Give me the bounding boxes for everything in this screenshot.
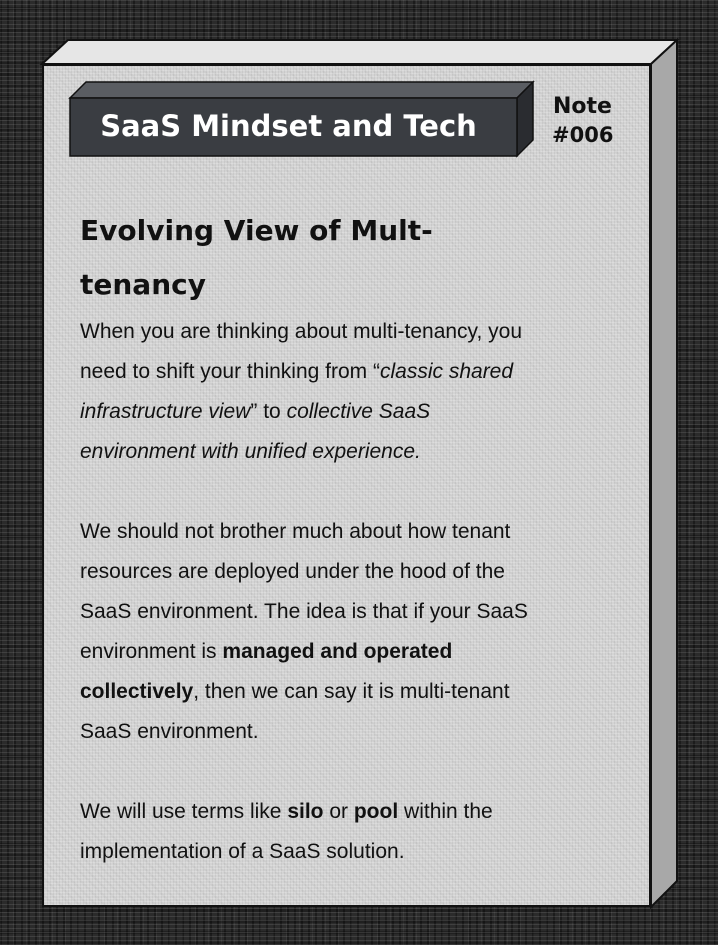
p3-bold-silo: silo: [287, 800, 324, 823]
p3-bold-pool: pool: [353, 800, 399, 823]
note-label: Note: [553, 94, 612, 119]
p2-bold-1: managed and operated: [222, 640, 453, 663]
p1-italic-4: environment with unified experience.: [80, 440, 421, 463]
p3-text-2: or: [323, 800, 354, 823]
p3-text-4: implementation of a SaaS solution.: [80, 840, 405, 863]
p2-text-1: We should not brother much about how tenant: [80, 520, 511, 543]
p2-text-5: , then we can say it is multi-tenant: [193, 680, 510, 703]
paragraph-gap: [80, 472, 610, 512]
note-number: #006: [552, 123, 614, 147]
paragraph-3: [80, 792, 610, 872]
p2-text-2: resources are deployed under the hood of the: [80, 560, 505, 583]
paragraph-gap: [80, 752, 610, 792]
p2-text-4: environment is: [80, 640, 223, 663]
p1-italic-3: collective SaaS: [286, 400, 431, 423]
p1-text-3: ” to: [250, 400, 287, 423]
p2-bold-2: collectively: [80, 680, 194, 703]
header-title: SaaS Mindset and Tech: [100, 109, 477, 143]
p2-text-6: SaaS environment.: [80, 720, 259, 743]
header-banner: [70, 98, 533, 156]
p3-text-1: We will use terms like: [80, 800, 288, 823]
p1-italic-1: classic shared: [379, 360, 514, 383]
heading-line-2: tenancy: [80, 268, 206, 301]
paragraph-2: [80, 512, 610, 752]
p1-italic-2: infrastructure view: [80, 400, 251, 423]
note-heading: [80, 204, 610, 312]
card-right-edge: [651, 40, 677, 907]
p1-text-2: need to shift your thinking from “: [80, 360, 380, 383]
note-content: [80, 204, 610, 872]
heading-line-1: Evolving View of Mult-: [80, 214, 433, 247]
p1-text-1: When you are thinking about multi-tenancy, you: [80, 320, 523, 343]
p2-text-3: SaaS environment. The idea is that if your SaaS: [80, 600, 528, 623]
p3-text-3: within the: [398, 800, 493, 823]
paragraph-1: [80, 312, 610, 472]
card-top-edge: [42, 40, 677, 64]
